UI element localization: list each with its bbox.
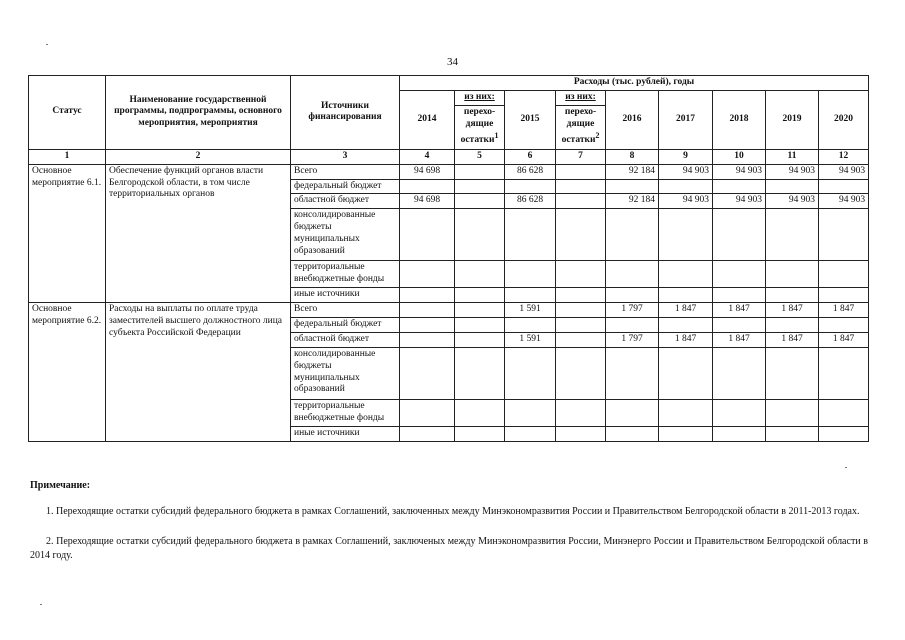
value-2014: 94 698 bbox=[400, 164, 455, 179]
value-carryover-2 bbox=[556, 426, 606, 441]
value-2020 bbox=[819, 318, 869, 333]
value-2015 bbox=[505, 426, 556, 441]
value-2018 bbox=[713, 209, 766, 261]
value-2017 bbox=[659, 288, 713, 303]
value-2014 bbox=[400, 318, 455, 333]
source-cell: консолидированные бюджеты муниципальных образований bbox=[291, 209, 400, 261]
value-2016 bbox=[606, 179, 659, 194]
value-carryover-2 bbox=[556, 179, 606, 194]
value-2020 bbox=[819, 399, 869, 426]
value-2017 bbox=[659, 426, 713, 441]
value-carryover-2 bbox=[556, 164, 606, 179]
value-2018 bbox=[713, 347, 766, 399]
value-2019 bbox=[766, 261, 819, 288]
header-carryover-1 bbox=[455, 105, 505, 149]
value-2020 bbox=[819, 426, 869, 441]
value-carryover-2 bbox=[556, 399, 606, 426]
status-cell: Основное мероприятие 6.2. bbox=[29, 303, 106, 442]
value-2015 bbox=[505, 347, 556, 399]
value-2020: 1 847 bbox=[819, 332, 869, 347]
value-2016: 1 797 bbox=[606, 303, 659, 318]
source-cell: областной бюджет bbox=[291, 332, 400, 347]
status-cell: Основное мероприятие 6.1. bbox=[29, 164, 106, 303]
header-year-2018: 2018 bbox=[713, 90, 766, 149]
value-2015 bbox=[505, 261, 556, 288]
value-carryover-1 bbox=[455, 164, 505, 179]
table-row bbox=[29, 303, 869, 318]
value-2018: 1 847 bbox=[713, 303, 766, 318]
value-carryover-2 bbox=[556, 288, 606, 303]
footnote-ref-1: 1 bbox=[494, 131, 499, 141]
col-number: 6 bbox=[505, 149, 556, 164]
value-2014 bbox=[400, 399, 455, 426]
source-cell: консолидированные бюджеты муниципальных образований bbox=[291, 347, 400, 399]
value-2018: 94 903 bbox=[713, 194, 766, 209]
value-2015: 86 628 bbox=[505, 164, 556, 179]
page-number: 34 bbox=[447, 56, 458, 68]
header-program-name: Наименование государственной программы, подпрограммы, основного мероприятия, мероприятия bbox=[106, 76, 291, 150]
value-2015: 86 628 bbox=[505, 194, 556, 209]
value-2014 bbox=[400, 209, 455, 261]
table-row bbox=[29, 164, 869, 179]
header-of-which-1: из них: bbox=[455, 90, 505, 105]
program-name-cell: Расходы на выплаты по оплате труда заместителей высшего должностного лица субъекта Российской Федерации bbox=[106, 303, 291, 442]
col-number: 1 bbox=[29, 149, 106, 164]
col-number: 3 bbox=[291, 149, 400, 164]
value-carryover-1 bbox=[455, 288, 505, 303]
value-2019 bbox=[766, 288, 819, 303]
header-year-2019: 2019 bbox=[766, 90, 819, 149]
value-2019: 94 903 bbox=[766, 164, 819, 179]
value-carryover-2 bbox=[556, 194, 606, 209]
value-2017 bbox=[659, 399, 713, 426]
value-carryover-1 bbox=[455, 261, 505, 288]
col-number: 7 bbox=[556, 149, 606, 164]
value-carryover-1 bbox=[455, 179, 505, 194]
value-2015 bbox=[505, 318, 556, 333]
value-carryover-2 bbox=[556, 261, 606, 288]
value-carryover-2 bbox=[556, 347, 606, 399]
scan-speck bbox=[845, 467, 847, 468]
col-number: 12 bbox=[819, 149, 869, 164]
col-number: 4 bbox=[400, 149, 455, 164]
header-year-2014: 2014 bbox=[400, 90, 455, 149]
value-carryover-1 bbox=[455, 426, 505, 441]
header-year-2015: 2015 bbox=[505, 90, 556, 149]
source-cell: федеральный бюджет bbox=[291, 318, 400, 333]
value-carryover-1 bbox=[455, 209, 505, 261]
value-2016 bbox=[606, 209, 659, 261]
value-2020: 1 847 bbox=[819, 303, 869, 318]
header-status: Статус bbox=[29, 76, 106, 150]
scan-speck bbox=[40, 604, 42, 605]
value-2017 bbox=[659, 209, 713, 261]
header-carryover-2 bbox=[556, 105, 606, 149]
value-2018 bbox=[713, 179, 766, 194]
header-of-which-2: из них: bbox=[556, 90, 606, 105]
value-2015: 1 591 bbox=[505, 303, 556, 318]
value-carryover-1 bbox=[455, 318, 505, 333]
source-cell: Всего bbox=[291, 303, 400, 318]
value-2016 bbox=[606, 261, 659, 288]
col-number: 9 bbox=[659, 149, 713, 164]
value-2017: 94 903 bbox=[659, 194, 713, 209]
carryover-label-1: перехо-дящие остатки bbox=[460, 107, 496, 146]
source-cell: территориальные внебюджетные фонды bbox=[291, 399, 400, 426]
source-cell: федеральный бюджет bbox=[291, 179, 400, 194]
value-2018 bbox=[713, 288, 766, 303]
value-2016 bbox=[606, 288, 659, 303]
value-2019: 1 847 bbox=[766, 303, 819, 318]
note-1: 1. Переходящие остатки субсидий федерального бюджета в рамках Соглашений, заключенных между Минэкономразвития России и Правительством Белгородской области в 2011-2013 годах. bbox=[46, 506, 860, 517]
value-2018 bbox=[713, 399, 766, 426]
value-2014 bbox=[400, 288, 455, 303]
value-2019 bbox=[766, 318, 819, 333]
value-2020 bbox=[819, 347, 869, 399]
value-2018 bbox=[713, 318, 766, 333]
value-2018: 1 847 bbox=[713, 332, 766, 347]
value-carryover-2 bbox=[556, 332, 606, 347]
value-2015 bbox=[505, 209, 556, 261]
value-2019 bbox=[766, 426, 819, 441]
value-2014 bbox=[400, 261, 455, 288]
value-2015 bbox=[505, 399, 556, 426]
header-year-2016: 2016 bbox=[606, 90, 659, 149]
col-number: 10 bbox=[713, 149, 766, 164]
scan-speck bbox=[46, 44, 48, 45]
value-2017: 94 903 bbox=[659, 164, 713, 179]
value-2017 bbox=[659, 318, 713, 333]
value-2018: 94 903 bbox=[713, 164, 766, 179]
value-2020 bbox=[819, 179, 869, 194]
note-2: 2. Переходящие остатки субсидий федерального бюджета в рамках Соглашений, заключеных между Минэкономразвития России, Минэнерго России и Правительством Белгородской области в 2014 году. bbox=[30, 536, 868, 561]
source-cell: Всего bbox=[291, 164, 400, 179]
col-number: 5 bbox=[455, 149, 505, 164]
header-year-2017: 2017 bbox=[659, 90, 713, 149]
source-cell: иные источники bbox=[291, 426, 400, 441]
value-2020 bbox=[819, 261, 869, 288]
header-sources: Источники финансирования bbox=[291, 76, 400, 150]
value-2014 bbox=[400, 426, 455, 441]
value-2014 bbox=[400, 332, 455, 347]
value-2019 bbox=[766, 399, 819, 426]
source-cell: иные источники bbox=[291, 288, 400, 303]
value-2016 bbox=[606, 399, 659, 426]
value-2017: 1 847 bbox=[659, 332, 713, 347]
value-carryover-1 bbox=[455, 303, 505, 318]
value-2020: 94 903 bbox=[819, 164, 869, 179]
footnote-ref-2: 2 bbox=[595, 131, 600, 141]
value-2019 bbox=[766, 209, 819, 261]
value-2014 bbox=[400, 347, 455, 399]
value-2017 bbox=[659, 261, 713, 288]
value-2019 bbox=[766, 179, 819, 194]
carryover-label-2: перехо-дящие остатки bbox=[561, 107, 597, 146]
value-2017 bbox=[659, 347, 713, 399]
value-carryover-2 bbox=[556, 318, 606, 333]
source-cell: территориальные внебюджетные фонды bbox=[291, 261, 400, 288]
value-2018 bbox=[713, 426, 766, 441]
value-2020 bbox=[819, 209, 869, 261]
value-2019: 1 847 bbox=[766, 332, 819, 347]
expenses-table bbox=[28, 75, 869, 442]
col-number: 2 bbox=[106, 149, 291, 164]
value-2020: 94 903 bbox=[819, 194, 869, 209]
value-2014 bbox=[400, 179, 455, 194]
header-year-2020: 2020 bbox=[819, 90, 869, 149]
value-2014: 94 698 bbox=[400, 194, 455, 209]
program-name-cell: Обеспечение функций органов власти Белгородской области, в том числе территориальных органов bbox=[106, 164, 291, 303]
notes-title: Примечание: bbox=[30, 480, 91, 491]
value-2016 bbox=[606, 347, 659, 399]
value-carryover-2 bbox=[556, 209, 606, 261]
value-2018 bbox=[713, 261, 766, 288]
value-2017 bbox=[659, 179, 713, 194]
header-expenses-group: Расходы (тыс. рублей), годы bbox=[400, 76, 869, 91]
value-2017: 1 847 bbox=[659, 303, 713, 318]
value-2016: 92 184 bbox=[606, 164, 659, 179]
col-number: 8 bbox=[606, 149, 659, 164]
value-2016: 1 797 bbox=[606, 332, 659, 347]
value-2019: 94 903 bbox=[766, 194, 819, 209]
value-2015 bbox=[505, 288, 556, 303]
value-carryover-1 bbox=[455, 399, 505, 426]
value-2016 bbox=[606, 318, 659, 333]
col-number: 11 bbox=[766, 149, 819, 164]
value-carryover-2 bbox=[556, 303, 606, 318]
value-2016: 92 184 bbox=[606, 194, 659, 209]
value-carryover-1 bbox=[455, 332, 505, 347]
value-carryover-1 bbox=[455, 194, 505, 209]
value-2020 bbox=[819, 288, 869, 303]
value-2015: 1 591 bbox=[505, 332, 556, 347]
value-2016 bbox=[606, 426, 659, 441]
value-carryover-1 bbox=[455, 347, 505, 399]
value-2014 bbox=[400, 303, 455, 318]
source-cell: областной бюджет bbox=[291, 194, 400, 209]
value-2019 bbox=[766, 347, 819, 399]
value-2015 bbox=[505, 179, 556, 194]
